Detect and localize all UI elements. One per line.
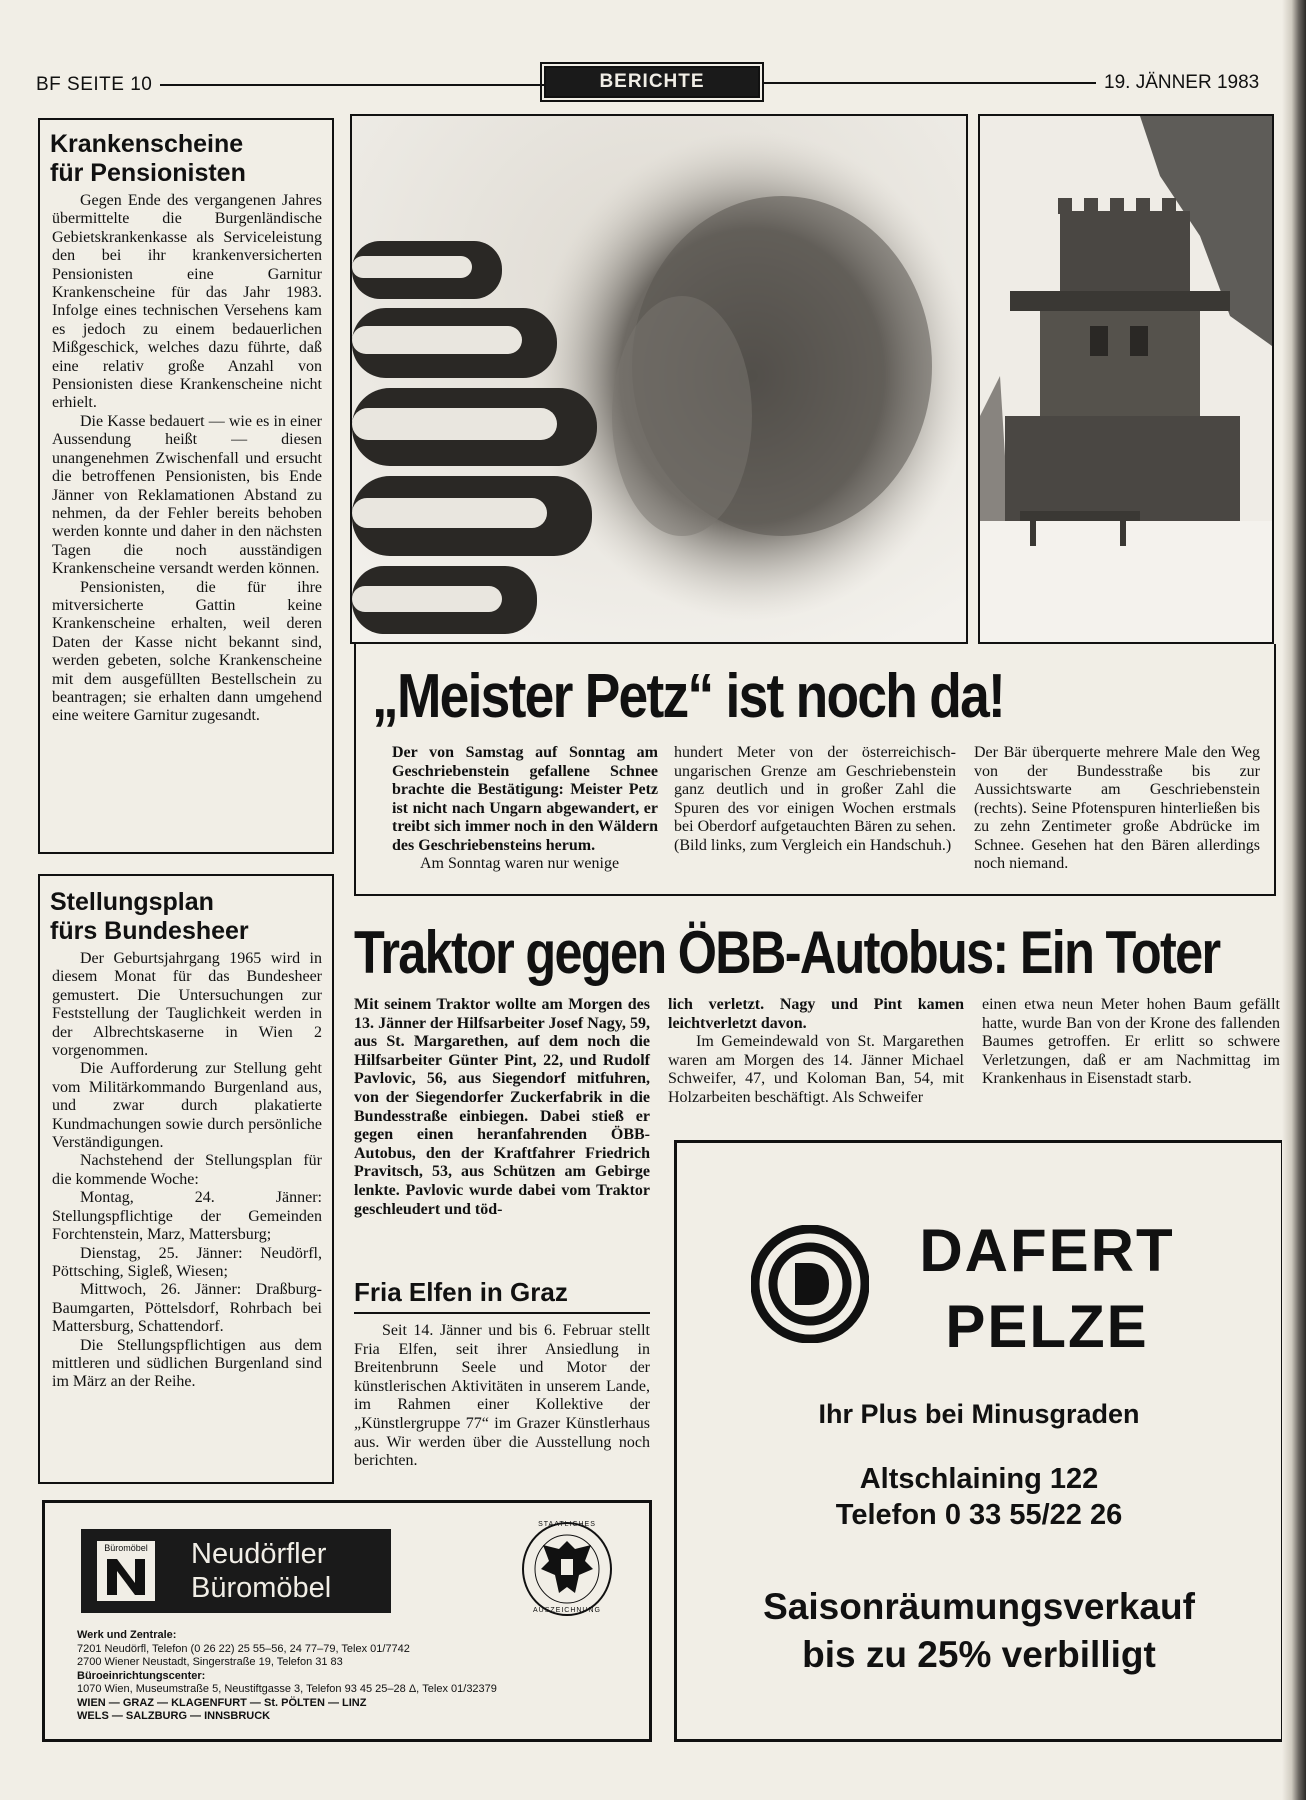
paragraph: Die Kasse bedauert — wie es in einer Aussendung heißt — diesen unangenehmen Zwischenfall und ersucht die betroffenen Pensionisten, bis Ende Jänner von Reklamationen Abstand zu nehmen, da der Fehler bereits behoben werden konnte und daher in den nächsten Tagen die noch ausständigen Krankenscheine versandt werden können. [52, 412, 322, 578]
lead-text: lich verletzt. Nagy und Pint kamen leichtverletzt davon. [668, 996, 964, 1032]
article-stellungsplan [38, 874, 334, 1484]
article-column-2 [668, 996, 964, 1108]
contact-heading: Büroeinrichtungscenter: [77, 1669, 206, 1682]
article-title [50, 130, 246, 188]
title-line: für Pensionisten [50, 159, 246, 187]
brand-name-line: Büromöbel [191, 1572, 332, 1604]
cities-line: WIEN — GRAZ — KLAGENFURT — St. PÖLTEN — LINZ [77, 1696, 367, 1709]
title-line: fürs Bundesheer [50, 917, 249, 945]
article-krankenscheine [38, 118, 334, 854]
title-line: Stellungsplan [50, 888, 214, 916]
body-text: Am Sonntag waren nur wenige [420, 855, 620, 872]
article-title: Fria Elfen in Graz [354, 1277, 568, 1307]
contact-line: 7201 Neudörfl, Telefon (0 26 22) 25 55–56, 24 77–79, Telex 01/7742 [77, 1642, 410, 1655]
header-rule-right [764, 82, 1096, 84]
seal-bottom-text: AUSZEICHNUNG [532, 1607, 601, 1614]
page-binding-edge [1282, 0, 1306, 1800]
brand-banner [81, 1529, 391, 1613]
contact-line: 1070 Wien, Museumstraße 5, Neustiftgasse 3, Telefon 93 45 25–28 Δ, Telex 01/32379 [77, 1683, 497, 1695]
logo-small-label: Büromöbel [104, 1543, 148, 1553]
contact-line: 2700 Wiener Neustadt, Singerstraße 19, Telefon 31 83 [77, 1656, 343, 1668]
brand-name-line: DAFERT [919, 1217, 1175, 1284]
paragraph: Die Stellungspflichtigen aus dem mittleren und südlichen Burgenland sind im März an der Reihe. [52, 1336, 322, 1391]
sale-line: bis zu 25% verbilligt [802, 1634, 1156, 1675]
brand-name-line: Neudörfler [191, 1538, 327, 1570]
body-text: Im Gemeindewald von St. Margarethen waren am Morgen des 14. Jänner Michael Schweifer, 47, und Koloman Ban, 54, mit Holzarbeiten beschäftigt. Als Schweifer [668, 1033, 964, 1106]
ad-slogan: Ihr Plus bei Minusgraden [818, 1399, 1140, 1429]
article-column-2: hundert Meter von der österreichisch-ungarischen Grenze am Geschriebenstein ganz deutlich und in großer Zahl die Spuren des vor einigen Wochen erstmals bei Oberdorf aufgetauchten Bären zu sehen. (Bild links, zum Vergleich ein Handschuh.) [674, 744, 956, 854]
article-body [52, 950, 322, 1392]
page-label: BF SEITE 10 [36, 74, 153, 95]
state-seal [519, 1519, 615, 1619]
article-body: Seit 14. Jänner und bis 6. Februar stellt Fria Elfen, seit ihrer Ansiedlung in Breitenbrunn Seele und Motor der künstlerischen Aktivitäten in unserem Lande, im Rahmen einer Kollektive der „Künstlergruppe 77“ im Grazer Künstlerhaus aus. Wir werden über die Ausstellung noch berichten. [354, 1322, 650, 1470]
paragraph: Dienstag, 25. Jänner: Neudörfl, Pöttsching, Sigleß, Wiesen; [52, 1244, 322, 1280]
lead-text: Der von Samstag auf Sonntag am Geschriebenstein gefallene Schnee brachte die Bestätigung: Meister Petz ist nicht nach Ungarn abgewandert, er treibt sich immer noch in den Wäldern des Geschriebensteins herum. [392, 744, 658, 854]
header-rule-left [160, 84, 544, 86]
paragraph: Montag, 24. Jänner: Stellungspflichtige der Gemeinden Forchtenstein, Marz, Mattersburg; [52, 1189, 322, 1244]
article-headline: „Meister Petz“ ist noch da! [372, 662, 1005, 731]
ad-sale-text [677, 1583, 1281, 1679]
paragraph: Nachstehend der Stellungsplan für die kommende Woche: [52, 1152, 322, 1188]
ad-address [677, 1461, 1281, 1533]
paragraph: Pensionisten, die für ihre mitversicherte Gattin keine Krankenscheine erhalten, weil deren Daten der Kasse nicht bekannt sind, werden gebeten, solche Krankenscheine mit dem ausgefüllten Bestellschein zu beantragen; sie erhalten dann umgehend eine weitere Garnitur zugesandt. [52, 578, 322, 725]
section-banner: BERICHTE [544, 66, 760, 98]
contact-heading: Werk und Zentrale: [77, 1629, 177, 1641]
article-headline: Traktor gegen ÖBB-Autobus: Ein Toter [354, 919, 1220, 986]
phone-line: Telefon 0 33 55/22 26 [835, 1499, 1123, 1531]
ad-neudoerfler [42, 1500, 652, 1742]
title-underline [354, 1312, 650, 1314]
paragraph: Mittwoch, 26. Jänner: Draßburg-Baumgarten, Pöttelsdorf, Rohrbach bei Mattersburg, Schattendorf. [52, 1281, 322, 1336]
cities-line: WELS — SALZBURG — INNSBRUCK [77, 1710, 271, 1722]
article-column-1: Mit seinem Traktor wollte am Morgen des 13. Jänner der Hilfsarbeiter Josef Nagy, 59, aus St. Margarethen, auf dem noch die Hilfsarbeiter Günter Pint, 22, und Rudolf Pavlovic, 56, aus Siegendorf mitfuhren, von der Siegendorfer Zuckerfabrik in die Bundesstraße einbiegen. Dabei stieß er gegen einen heranfahrenden ÖBB-Autobus, den der Kraftfahrer Friedrich Pravitsch, 53, aus Schützen am Gebirge lenkte. Pavlovic wurde dabei vom Traktor geschleudert und töd- [354, 996, 650, 1218]
photo-bear-track-glove [350, 114, 968, 644]
article-column-3: einen etwa neun Meter hohen Baum gefällt hatte, wurde Ban von der Krone des fallenden Baumes getroffen. Er erlitt so schwere Verletzungen, daß er am Nachmittag im Krankenhaus in Eisenstadt starb. [982, 996, 1280, 1088]
brand-name [917, 1213, 1177, 1365]
article-column-1 [392, 744, 658, 874]
sale-line: Saisonräumungsverkauf [763, 1586, 1195, 1627]
paragraph: Die Aufforderung zur Stellung geht vom Militärkommando Burgenland aus, und zwar durch plakatierte Kundmachungen sowie durch persönliche Verständigungen. [52, 1060, 322, 1152]
paragraph: Gegen Ende des vergangenen Jahres übermittelte die Burgenländische Gebietskrankenkasse als Serviceleistung den bei ihr krankenversicherten Pensionisten eine Garnitur Krankenscheine für das Jahr 1983. Infolge eines technischen Versehens kam es jedoch zu einem bedauerlichen Mißgeschick, welches dazu führte, daß eine relativ große Anzahl von Pensionisten diese Krankenscheine nicht erhielt. [52, 192, 322, 412]
title-line: Krankenscheine [50, 130, 244, 158]
paragraph: Der Geburtsjahrgang 1965 wird in diesem Monat für das Bundesheer gemustert. Die Untersuchungen zur Feststellung der Tauglichkeit werden in der Albrechtskaserne in Wien 2 vorgenommen. [52, 950, 322, 1060]
logo-box [97, 1541, 155, 1601]
brand-name [191, 1537, 331, 1605]
ad-contact-block [77, 1629, 497, 1724]
article-title [50, 888, 249, 946]
dafert-logo-icon [751, 1225, 869, 1343]
tower-image [980, 116, 1272, 642]
bear-track-image [352, 116, 966, 642]
photo-lookout-tower [978, 114, 1274, 644]
ad-dafert-pelze [674, 1140, 1284, 1742]
seal-top-text: STAATLICHES [538, 1521, 596, 1528]
article-column-3: Der Bär überquerte mehrere Male den Weg von der Bundesstraße bis zur Aussichtswarte am Geschriebenstein (rechts). Seine Pfotenspuren hinterließen bis zu zehn Zentimeter große Abdrücke im Schnee. Gesehen hat den Bären allerdings noch niemand. [974, 744, 1260, 872]
n-logo-icon [103, 1555, 149, 1597]
page-date: 19. JÄNNER 1983 [1104, 72, 1260, 93]
address-line: Altschlaining 122 [859, 1463, 1099, 1495]
eagle-seal-icon [519, 1519, 615, 1619]
article-body [52, 192, 322, 726]
brand-name-line: PELZE [945, 1293, 1149, 1360]
